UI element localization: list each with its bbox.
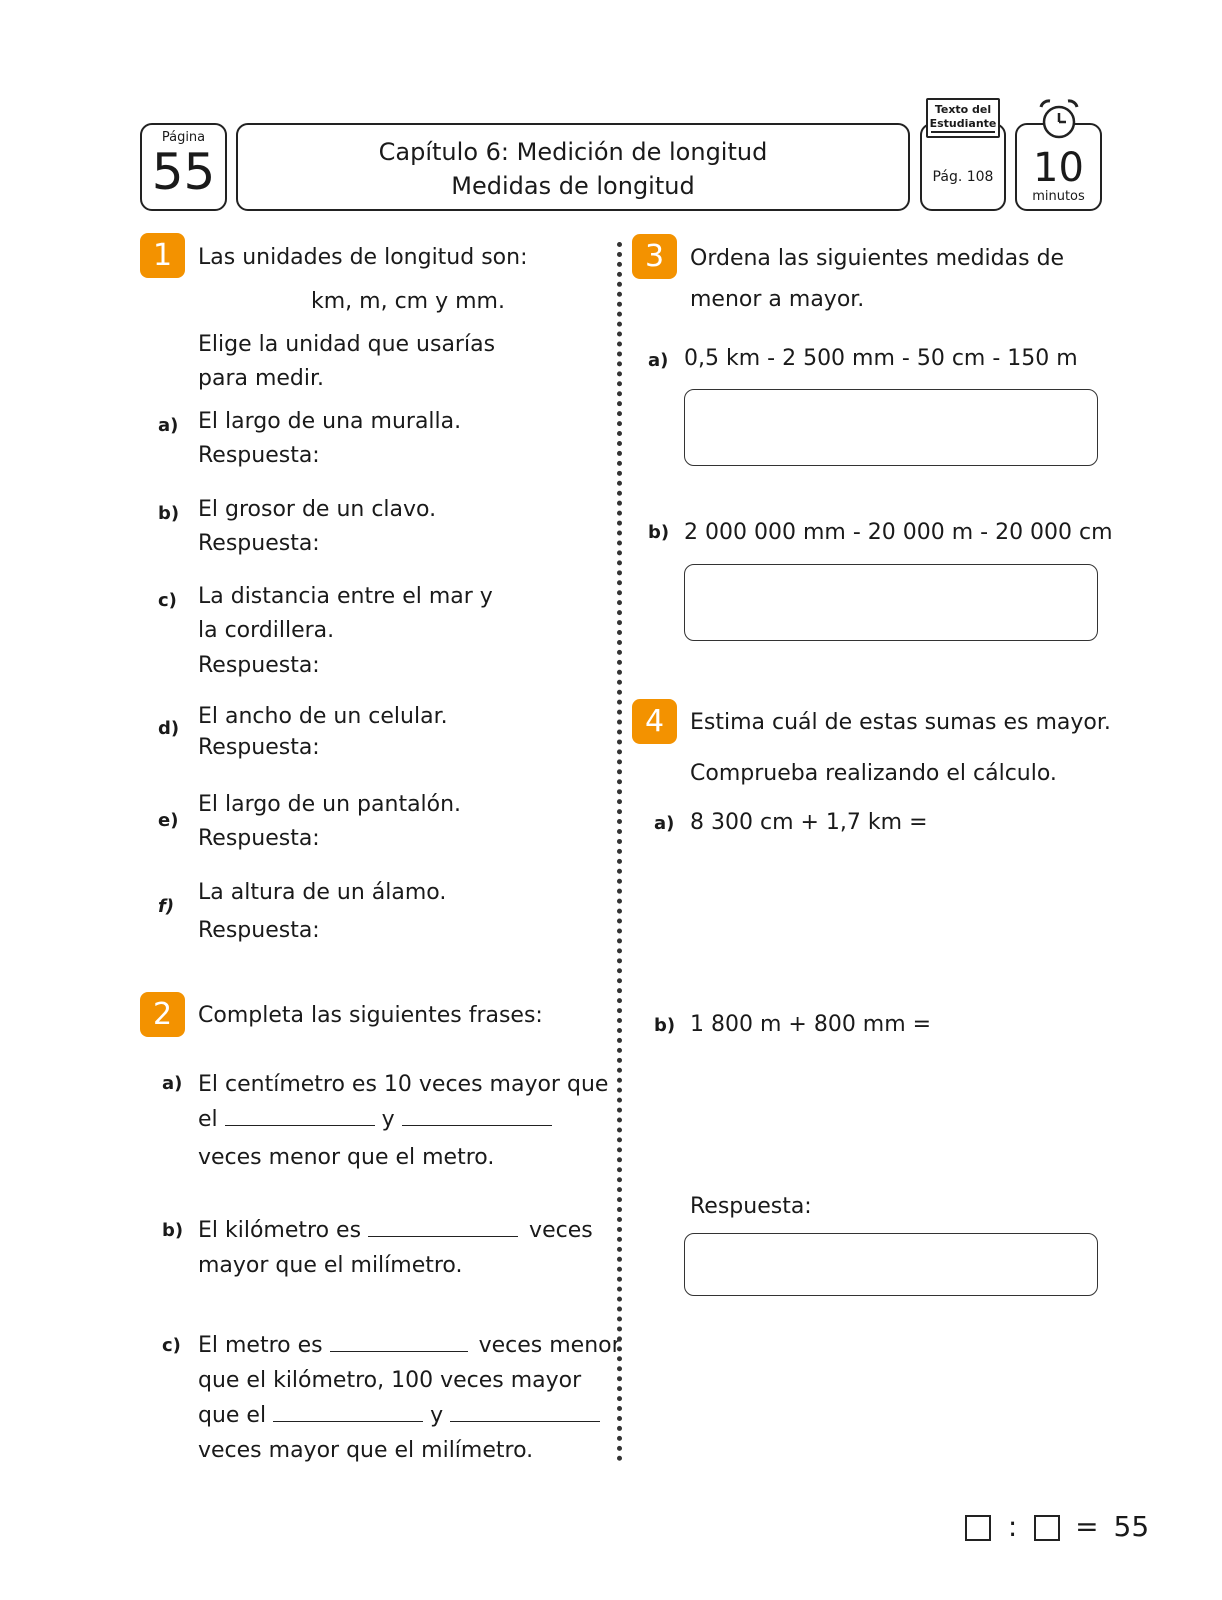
- textbook-page: Pág. 108: [932, 169, 994, 185]
- item-2a-line-1: El centímetro es 10 veces mayor que: [198, 1072, 609, 1097]
- item-1b-answer-label: Respuesta:: [198, 531, 320, 556]
- item-1b-text: El grosor de un clavo.: [198, 497, 437, 522]
- item-2a-line-3: veces menor que el metro.: [198, 1145, 495, 1170]
- item-1e-text: El largo de un pantalón.: [198, 792, 462, 817]
- time-value: 10: [1033, 145, 1084, 191]
- item-1c-letter: c): [158, 590, 177, 611]
- item-2c-blank-3[interactable]: [450, 1400, 600, 1422]
- page-number-box: [140, 123, 227, 211]
- item-2c-que-el: que el: [198, 1403, 267, 1428]
- item-3b-text: 2 000 000 mm - 20 000 m - 20 000 cm: [684, 520, 1113, 545]
- item-1d-text: El ancho de un celular.: [198, 704, 448, 729]
- item-3a-letter: a): [648, 350, 669, 371]
- section-3-intro-1: Ordena las siguientes medidas de: [690, 246, 1065, 271]
- item-1d-letter: d): [158, 718, 180, 739]
- item-2c-line-1: [198, 1329, 621, 1363]
- section-4-answer-label: Respuesta:: [690, 1194, 812, 1219]
- section-4-intro-1: Estima cuál de estas sumas es mayor.: [690, 710, 1111, 735]
- section-3-badge: 3: [632, 234, 677, 279]
- footer-operator: :: [1007, 1510, 1018, 1543]
- item-2b-veces: veces: [529, 1218, 593, 1243]
- item-2c-line-2: que el kilómetro, 100 veces mayor: [198, 1368, 582, 1393]
- item-1e-letter: e): [158, 810, 179, 831]
- item-2a-blank-2[interactable]: [402, 1104, 552, 1126]
- book-label-line2: Estudiante: [929, 117, 997, 130]
- item-2c-start: El metro es: [198, 1333, 323, 1358]
- item-2c-blank-2[interactable]: [273, 1400, 423, 1422]
- section-2-badge: 2: [140, 992, 185, 1037]
- item-1b-letter: b): [158, 503, 180, 524]
- footer-box-2[interactable]: [1034, 1515, 1060, 1541]
- item-2a-letter: a): [162, 1073, 183, 1094]
- item-2b-letter: b): [162, 1220, 184, 1241]
- item-2a-blank-1[interactable]: [225, 1104, 375, 1126]
- item-2c-line-3: [198, 1399, 600, 1433]
- item-2a-y: y: [381, 1107, 395, 1132]
- time-unit: minutos: [1032, 189, 1085, 204]
- item-3b-answer-box[interactable]: [684, 564, 1098, 641]
- section-3-intro-2: menor a mayor.: [690, 287, 865, 312]
- item-1a-text: El largo de una muralla.: [198, 409, 462, 434]
- footer-box-1[interactable]: [965, 1515, 991, 1541]
- book-label-line1: Texto del: [934, 103, 992, 116]
- section-1-instruction-1: Elige la unidad que usarías: [198, 332, 496, 357]
- item-1d-answer-label: Respuesta:: [198, 735, 320, 760]
- section-2-intro: Completa las siguientes frases:: [198, 1003, 543, 1028]
- item-2c-letter: c): [162, 1335, 181, 1356]
- section-1-units: km, m, cm y mm.: [311, 289, 505, 314]
- item-3a-answer-box[interactable]: [684, 389, 1098, 466]
- footer-equals: =: [1075, 1510, 1099, 1543]
- section-1-instruction-2: para medir.: [198, 366, 325, 391]
- item-2b-line-1: [198, 1214, 593, 1248]
- item-2b-start: El kilómetro es: [198, 1218, 362, 1243]
- section-4-answer-box[interactable]: [684, 1233, 1098, 1296]
- topic-title: Medidas de longitud: [451, 172, 695, 200]
- item-1a-letter: a): [158, 415, 179, 436]
- item-3a-text: 0,5 km - 2 500 mm - 50 cm - 150 m: [684, 346, 1078, 371]
- item-4b-text: 1 800 m + 800 mm =: [690, 1012, 932, 1037]
- section-4-badge: 4: [632, 699, 677, 744]
- footer-equation: [965, 1510, 1149, 1543]
- item-4a-letter: a): [654, 813, 675, 834]
- alarm-clock-icon: [1036, 97, 1082, 143]
- item-1a-answer-label: Respuesta:: [198, 443, 320, 468]
- book-icon: [926, 98, 1000, 138]
- item-1f-letter: f): [158, 896, 175, 917]
- item-2c-y: y: [430, 1403, 444, 1428]
- item-2c-blank-1[interactable]: [330, 1330, 468, 1352]
- title-box: [236, 123, 910, 211]
- item-1e-answer-label: Respuesta:: [198, 826, 320, 851]
- item-2b-blank[interactable]: [368, 1215, 518, 1237]
- item-2a-el: el: [198, 1107, 218, 1132]
- chapter-title: Capítulo 6: Medición de longitud: [378, 138, 768, 166]
- footer-result: 55: [1113, 1510, 1150, 1543]
- item-2c-veces-menor: veces menor: [478, 1333, 621, 1358]
- item-1c-answer-label: Respuesta:: [198, 653, 320, 678]
- item-2a-line-2: [198, 1103, 552, 1137]
- column-divider: [617, 242, 622, 1462]
- section-4-intro-2: Comprueba realizando el cálculo.: [690, 761, 1057, 786]
- item-2c-line-4: veces mayor que el milímetro.: [198, 1438, 534, 1463]
- item-3b-letter: b): [648, 522, 670, 543]
- item-4b-letter: b): [654, 1015, 676, 1036]
- item-1c-text-1: La distancia entre el mar y: [198, 584, 493, 609]
- page-number: 55: [151, 143, 216, 201]
- item-1f-answer-label: Respuesta:: [198, 918, 320, 943]
- page-label: Página: [161, 130, 206, 145]
- section-1-intro: Las unidades de longitud son:: [198, 245, 528, 270]
- item-1c-text-2: la cordillera.: [198, 618, 335, 643]
- item-1f-text: La altura de un álamo.: [198, 880, 447, 905]
- item-4a-text: 8 300 cm + 1,7 km =: [690, 810, 928, 835]
- section-1-badge: 1: [140, 233, 185, 278]
- item-2b-line-2: mayor que el milímetro.: [198, 1253, 463, 1278]
